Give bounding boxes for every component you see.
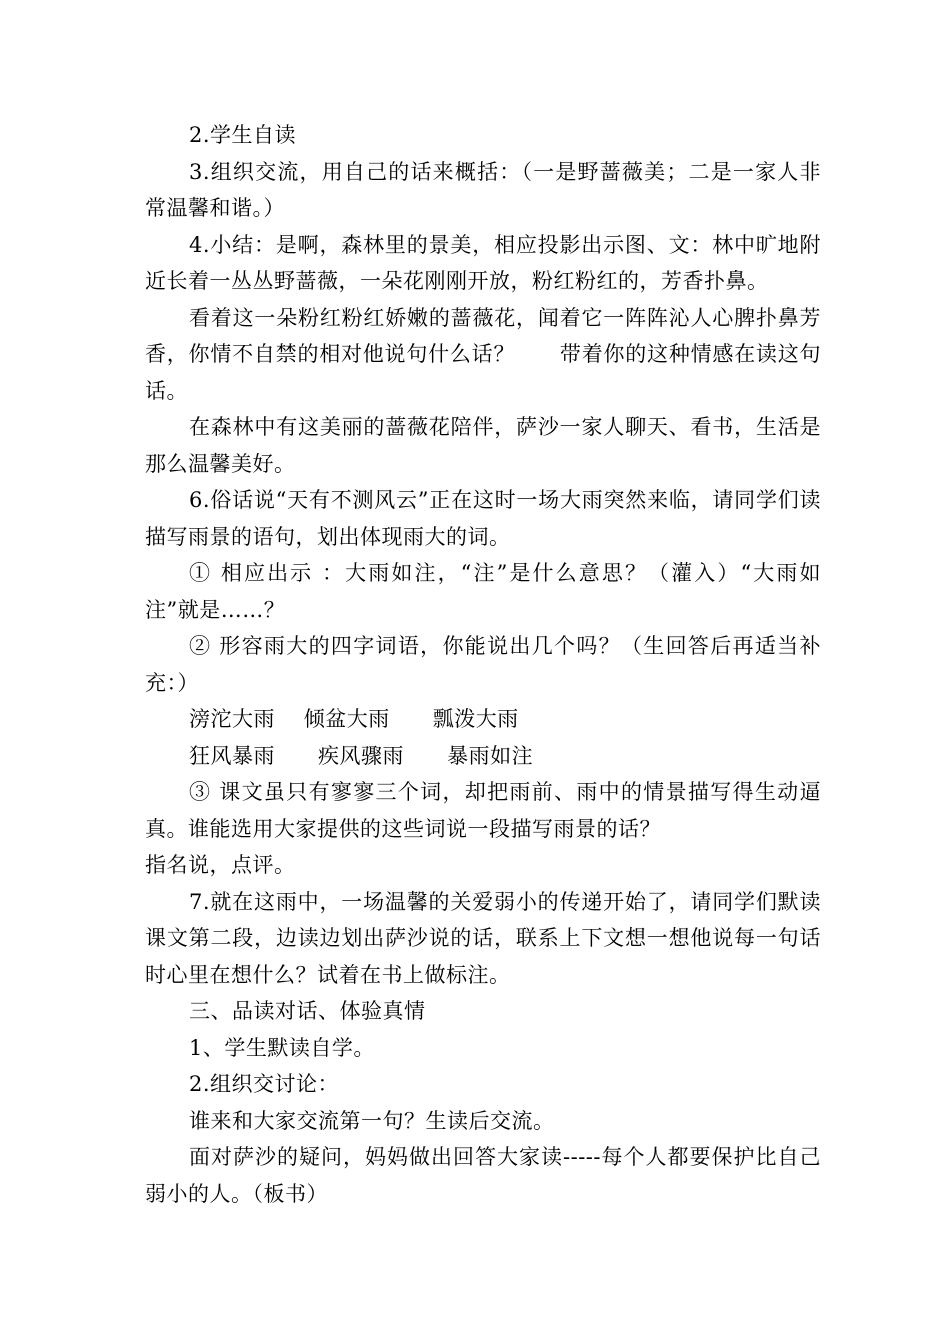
paragraph-self-reading: 2.学生自读 — [189, 123, 297, 147]
section-heading-dialogue: 三、品读对话、体验真情 — [189, 999, 426, 1023]
paragraph-mother-answer: 面对萨沙的疑问，妈妈做出回答大家读-----每个人都要保护比自己弱小的人。（板书） — [145, 1145, 821, 1206]
idiom-list-row-2: 狂风暴雨 疾风骤雨 暴雨如注 — [189, 743, 534, 768]
paragraph-rose-reading: 看着这一朵粉红粉红娇嫩的蔷薇花，闻着它一阵阵沁人心脾扑鼻芳香，你情不自禁的相对他说句什么话？ 带着你的这种情感在读这句话。 — [145, 305, 821, 403]
paragraph-discussion-summary: 3.组织交流，用自己的话来概括：（一是野蔷薇美；二是一家人非常温馨和谐。） — [145, 159, 821, 220]
paragraph-group-discussion: 2.组织交讨论： — [189, 1072, 340, 1096]
paragraph-family-life: 在森林中有这美丽的蔷薇花陪伴，萨沙一家人聊天、看书，生活是那么温馨美好。 — [145, 415, 821, 476]
paragraph-rain-meaning: ① 相应出示 ：大雨如注，“注”是什么意思？（灌入）“大雨如注”就是……？ — [145, 561, 821, 622]
paragraph-rain-description: ③ 课文虽只有寥寥三个词，却把雨前、雨中的情景描写得生动逼真。谁能选用大家提供的这些词说一段描写雨景的话？ — [145, 780, 821, 841]
paragraph-self-study: 1、学生默读自学。 — [189, 1035, 375, 1060]
paragraph-rain-idioms-question: ② 形容雨大的四字词语，你能说出几个吗？（生回答后再适当补充：） — [145, 634, 821, 695]
paragraph-conclusion: 4.小结：是啊，森林里的景美，相应投影出示图、文：林中旷地附近长着一丛丛野蔷薇，一朵花刚刚开放，粉红粉红的，芳香扑鼻。 — [145, 232, 821, 293]
paragraph-silent-reading: 7.就在这雨中，一场温馨的关爱弱小的传递开始了，请同学们默读课文第二段，边读边划出萨沙说的话，联系上下文想一想他说每一句话时心里在想什么？试着在书上做标注。 — [145, 889, 821, 987]
idiom-list-row-1: 滂沱大雨 倾盆大雨 瓢泼大雨 — [189, 707, 519, 731]
paragraph-comment: 指名说，点评。 — [145, 853, 296, 877]
paragraph-rain-scene: 6.俗话说“天有不测风云”正在这时一场大雨突然来临，请同学们读描写雨景的语句，划出体现雨大的词。 — [145, 488, 821, 549]
document-body — [145, 117, 821, 1212]
paragraph-first-sentence: 谁来和大家交流第一句？生读后交流。 — [189, 1108, 555, 1133]
